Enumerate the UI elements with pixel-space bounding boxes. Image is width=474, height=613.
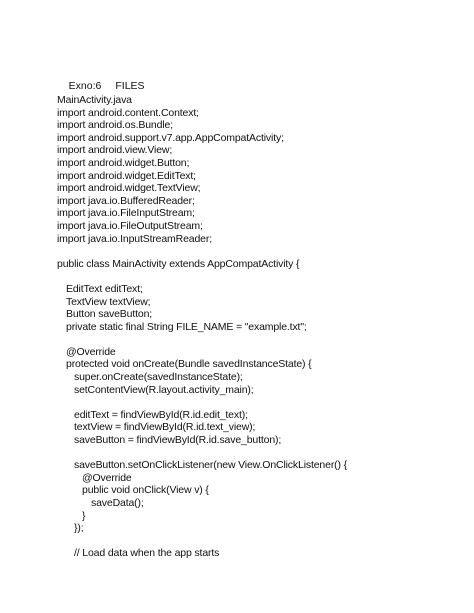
code-line: saveData(); [91,497,144,509]
code-line [57,396,347,409]
code-line: Button saveButton; [66,308,153,321]
code-line [57,270,347,283]
code-line [57,245,347,258]
code-line: import java.io.FileInputStream; [57,207,195,220]
code-line [57,333,347,346]
code-line: @Override [82,471,132,484]
code-line: import android.widget.Button; [57,156,190,169]
code-line: saveButton.setOnClickListener(new View.OnClickListener() { [74,459,347,472]
code-line: EditText editText; [66,282,143,295]
code-line: MainActivity.java [57,94,132,106]
code-line: import android.content.Context; [57,106,199,119]
exercise-title: FILES [115,80,145,92]
code-line: import java.io.InputStreamReader; [57,232,212,245]
code-line [57,447,347,460]
code-line: public void onClick(View v) { [82,484,209,497]
code-line: TextView textView; [66,295,151,308]
code-line: import android.widget.TextView; [57,182,201,195]
code-line: protected void onCreate(Bundle savedInstanceState) { [66,358,312,371]
code-line: import android.view.View; [57,144,173,157]
code-line [57,535,347,548]
code-line: textView = findViewById(R.id.text_view); [74,421,256,434]
code-line: import android.os.Bundle; [57,119,173,132]
code-line: // Load data when the app starts [74,547,220,560]
code-line: @Override [66,345,116,358]
exercise-number: Exno:6 [68,80,102,92]
code-line: import java.io.BufferedReader; [57,194,195,207]
code-line: import java.io.FileOutputStream; [57,219,203,232]
code-listing [57,94,347,560]
code-line: import android.support.v7.app.AppCompatActivity; [57,131,284,144]
code-line: saveButton = findViewById(R.id.save_button); [74,434,282,447]
code-line: }); [74,522,84,535]
code-line: setContentView(R.layout.activity_main); [74,383,254,396]
code-line: } [82,509,86,522]
code-line: super.onCreate(savedInstanceState); [74,371,243,384]
code-line: import android.widget.EditText; [57,169,196,182]
code-line: private static final String FILE_NAME = "example.txt"; [66,320,307,333]
code-line: editText = findViewById(R.id.edit_text); [74,408,248,421]
code-line: public class MainActivity extends AppCompatActivity { [57,257,300,270]
